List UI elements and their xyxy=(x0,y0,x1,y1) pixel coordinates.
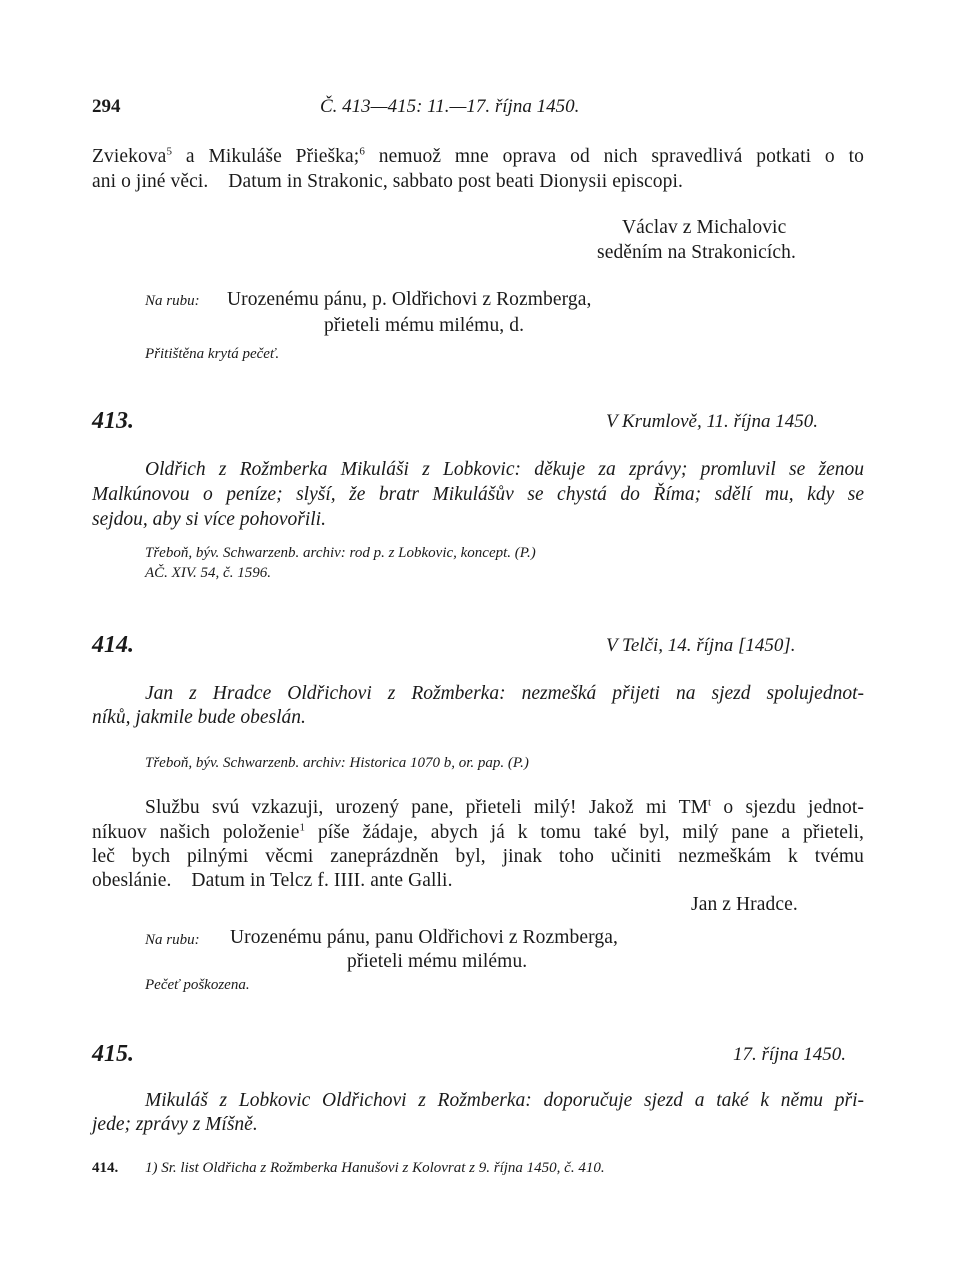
archive-source: Třeboň, býv. Schwarzenb. archiv: rod p. z Lobkovic, koncept. (P.) xyxy=(145,545,536,561)
running-title: Č. 413—415: 11.—17. října 1450. xyxy=(320,96,580,117)
verso-label: Na rubu: xyxy=(145,932,200,948)
signature-line: Václav z Michalovic xyxy=(622,217,787,238)
summary-line: Mikuláš z Lobkovic Oldřichovi z Rožmberka: doporučuje sjezd a také k němu při- xyxy=(145,1090,864,1111)
place-date: V Telči, 14. října [1450]. xyxy=(606,635,796,656)
letter-text-line: obeslánie. Datum in Telcz f. IIII. ante Galli. xyxy=(92,870,453,891)
place-date: V Krumlově, 11. října 1450. xyxy=(606,411,818,432)
verso-address: Urozenému pánu, p. Oldřichovi z Rozmberga, xyxy=(227,289,592,310)
archive-source: Třeboň, býv. Schwarzenb. archiv: Historica 1070 b, or. pap. (P.) xyxy=(145,755,529,771)
summary-line: Jan z Hradce Oldřichovi z Rožmberka: nezmešká přijeti na sjezd spolujednot- xyxy=(145,683,864,704)
footnote-label: 414. xyxy=(92,1160,119,1176)
page-number: 294 xyxy=(92,96,121,117)
seal-note: Přitištěna krytá pečeť. xyxy=(145,346,280,362)
verso-address: přieteli mému milému, d. xyxy=(324,315,525,336)
summary-line: jede; zprávy z Míšně. xyxy=(92,1114,258,1135)
letter-text-line: Službu svú vzkazuji, urozený pane, přieteli milý! Jakož mi $TM^t$ o sjezdu jednot- xyxy=(145,796,864,818)
seal-note: Pečeť poškozena. xyxy=(145,977,250,993)
summary-line: Malkúnovou o peníze; slyší, že bratr Mikulášův se chystá do Říma; sdělí mu, kdy se xyxy=(92,484,864,505)
place-date: 17. října 1450. xyxy=(733,1044,846,1065)
edition-reference: AČ. XIV. 54, č. 1596. xyxy=(145,565,271,581)
summary-line: níků, jakmile bude obeslán. xyxy=(92,707,306,728)
summary-line: Oldřich z Rožmberka Mikuláši z Lobkovic: děkuje za zprávy; promluvil se ženou xyxy=(145,459,864,480)
document-number: 414. xyxy=(92,632,134,658)
verso-address: Urozenému pánu, panu Oldřichovi z Rozmberga, xyxy=(230,927,618,948)
letter-text-line: níkuov našich položenie$^1$ píše žádaje, abych já k tomu také byl, milý pane a přieteli, xyxy=(92,821,864,843)
footnote-text: 1) Sr. list Oldřicha z Rožmberka Hanušovi z Kolovrat z 9. října 1450, č. 410. xyxy=(145,1160,605,1176)
paragraph-line: Zviekova$^5$ a Mikuláše Přieška;$^6$ nemuož mne oprava od nich spravedlivá potkati o to xyxy=(92,145,864,167)
paragraph-line: ani o jiné věci. Datum in Strakonic, sabbato post beati Dionysii episcopi. xyxy=(92,171,683,192)
signature-line: Jan z Hradce. xyxy=(691,894,798,915)
verso-label: Na rubu: xyxy=(145,293,200,309)
document-number: 413. xyxy=(92,408,134,434)
summary-line: sejdou, aby si více pohovořili. xyxy=(92,509,326,530)
verso-address: přieteli mému milému. xyxy=(347,951,528,972)
signature-line: seděním na Strakonicích. xyxy=(597,242,796,263)
document-number: 415. xyxy=(92,1041,134,1067)
letter-text-line: leč bych pilnými věcmi zaneprázdněn byl, jinak toho učiniti nezmeškám k tvému xyxy=(92,846,864,867)
